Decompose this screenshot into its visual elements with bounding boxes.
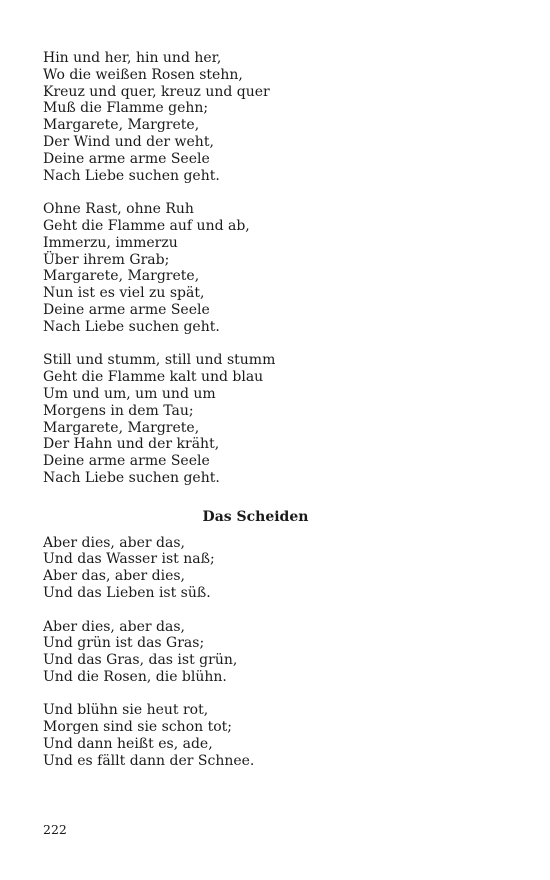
poem-1-stanza-1 <box>43 50 513 184</box>
verse-line: Margarete, Margrete, <box>43 419 200 436</box>
verse-line: Nun ist es viel zu spät, <box>43 285 205 302</box>
poem-1-stanza-2 <box>43 201 513 335</box>
verse-line: Margarete, Margrete, <box>43 117 200 134</box>
page-number: 222 <box>43 822 67 837</box>
verse-line: Aber das, aber dies, <box>43 568 185 585</box>
poem-2-stanza-2 <box>43 619 513 686</box>
verse-line: Kreuz und quer, kreuz und quer <box>43 83 270 100</box>
verse-line: Wo die weißen Rosen stehn, <box>43 66 243 83</box>
stanza-gap <box>43 686 513 703</box>
verse-line: Und das Lieben ist süß. <box>43 584 211 601</box>
verse-line: Deine arme arme Seele <box>43 301 210 318</box>
poem-title: Das Scheiden <box>202 508 309 525</box>
verse-line: Und das Wasser ist naß; <box>43 551 215 568</box>
verse-line: Und grün ist das Gras; <box>43 635 205 652</box>
verse-line: Geht die Flamme kalt und blau <box>43 369 264 386</box>
verse-line: Aber dies, aber das, <box>43 618 185 635</box>
verse-line: Still und stumm, still und stumm <box>43 352 276 369</box>
page-body <box>43 50 513 770</box>
verse-line: Morgen sind sie schon tot; <box>43 719 232 736</box>
verse-line: Morgens in dem Tau; <box>43 402 194 419</box>
verse-line: Nach Liebe suchen geht. <box>43 167 220 184</box>
verse-line: Und blühn sie heut rot, <box>43 702 209 719</box>
verse-line: Der Hahn und der kräht, <box>43 436 220 453</box>
verse-line: Ohne Rast, ohne Ruh <box>43 201 194 218</box>
poem-2 <box>43 535 513 770</box>
stanza-gap <box>43 184 513 201</box>
poem-1-stanza-3 <box>43 352 513 486</box>
verse-line: Über ihrem Grab; <box>43 251 170 268</box>
stanza-gap <box>43 602 513 619</box>
verse-line: Nach Liebe suchen geht. <box>43 318 220 335</box>
verse-line: Deine arme arme Seele <box>43 453 210 470</box>
verse-line: Und es fällt dann der Schnee. <box>43 752 255 769</box>
verse-line: Muß die Flamme gehn; <box>43 100 209 117</box>
verse-line: Margarete, Margrete, <box>43 268 200 285</box>
poem-2-stanza-1 <box>43 535 513 602</box>
verse-line: Hin und her, hin und her, <box>43 50 222 66</box>
poem-2-stanza-3 <box>43 702 513 769</box>
verse-line: Der Wind und der weht, <box>43 133 214 150</box>
verse-line: Aber dies, aber das, <box>43 534 185 551</box>
verse-line: Nach Liebe suchen geht. <box>43 469 220 486</box>
verse-line: Um und um, um und um <box>43 385 216 402</box>
verse-line: Immerzu, immerzu <box>43 234 178 251</box>
verse-line: Geht die Flamme auf und ab, <box>43 217 250 234</box>
verse-line: Deine arme arme Seele <box>43 150 210 167</box>
verse-line: Und das Gras, das ist grün, <box>43 652 238 669</box>
stanza-gap <box>43 336 513 353</box>
verse-line: Und dann heißt es, ade, <box>43 736 213 753</box>
verse-line: Und die Rosen, die blühn. <box>43 668 227 685</box>
poem-1 <box>43 50 513 487</box>
